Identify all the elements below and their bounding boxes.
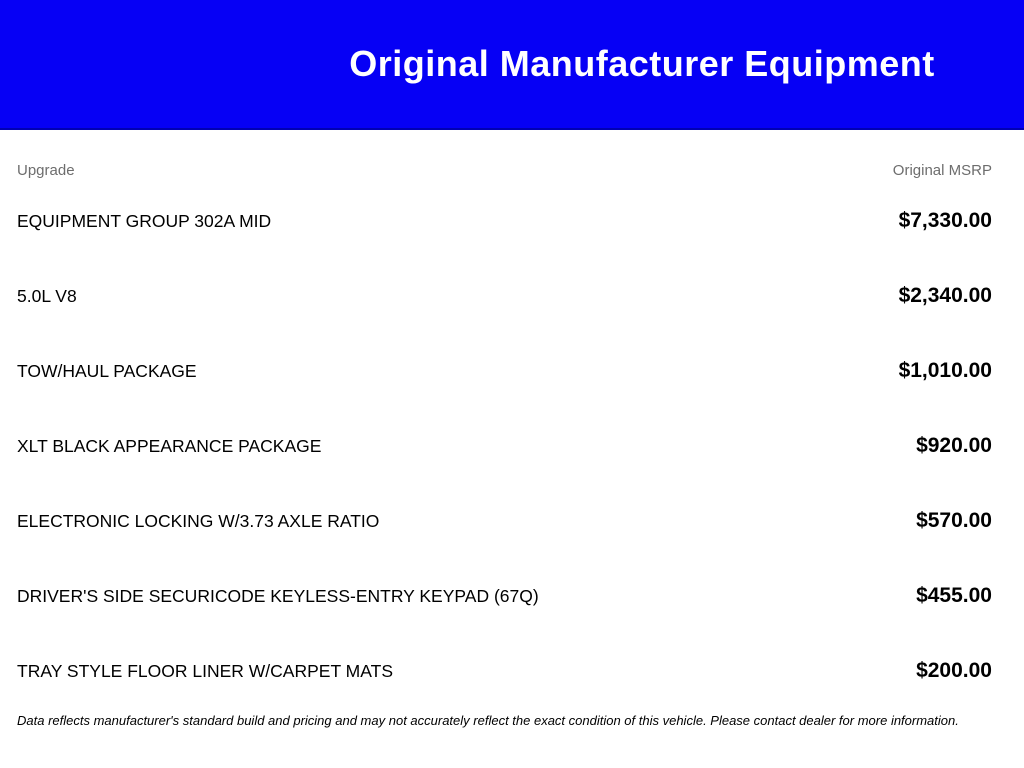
page-title: Original Manufacturer Equipment — [349, 43, 935, 84]
equipment-price: $200.00 — [916, 658, 992, 682]
equipment-label: XLT BLACK APPEARANCE PACKAGE — [17, 435, 322, 456]
equipment-label: 5.0L V8 — [17, 285, 77, 306]
equipment-table — [17, 183, 992, 708]
table-row — [17, 333, 992, 408]
equipment-label: TRAY STYLE FLOOR LINER W/CARPET MATS — [17, 660, 393, 681]
equipment-label: EQUIPMENT GROUP 302A MID — [17, 210, 272, 231]
equipment-label: ELECTRONIC LOCKING W/3.73 AXLE RATIO — [17, 510, 380, 531]
table-row — [17, 558, 992, 633]
equipment-label: DRIVER'S SIDE SECURICODE KEYLESS-ENTRY KEYPAD (67Q) — [17, 585, 539, 606]
equipment-price: $920.00 — [916, 433, 992, 457]
equipment-price: $1,010.00 — [898, 358, 992, 382]
column-header-upgrade: Upgrade — [17, 161, 75, 179]
disclaimer-text: Data reflects manufacturer's standard build and pricing and may not accurately reflect the exact condition of this vehicle. Please contact dealer for more information. — [17, 713, 959, 728]
table-row — [17, 183, 992, 258]
table-row — [17, 258, 992, 333]
equipment-label: TOW/HAUL PACKAGE — [17, 360, 197, 381]
table-row — [17, 483, 992, 558]
table-header-row — [17, 160, 992, 180]
table-row — [17, 408, 992, 483]
equipment-content — [0, 160, 1024, 730]
equipment-price: $455.00 — [916, 583, 992, 607]
table-row — [17, 633, 992, 708]
equipment-price: $570.00 — [916, 508, 992, 532]
column-header-msrp: Original MSRP — [892, 161, 992, 179]
equipment-price: $2,340.00 — [898, 283, 992, 307]
header-banner — [0, 0, 1024, 130]
equipment-price: $7,330.00 — [898, 208, 992, 232]
